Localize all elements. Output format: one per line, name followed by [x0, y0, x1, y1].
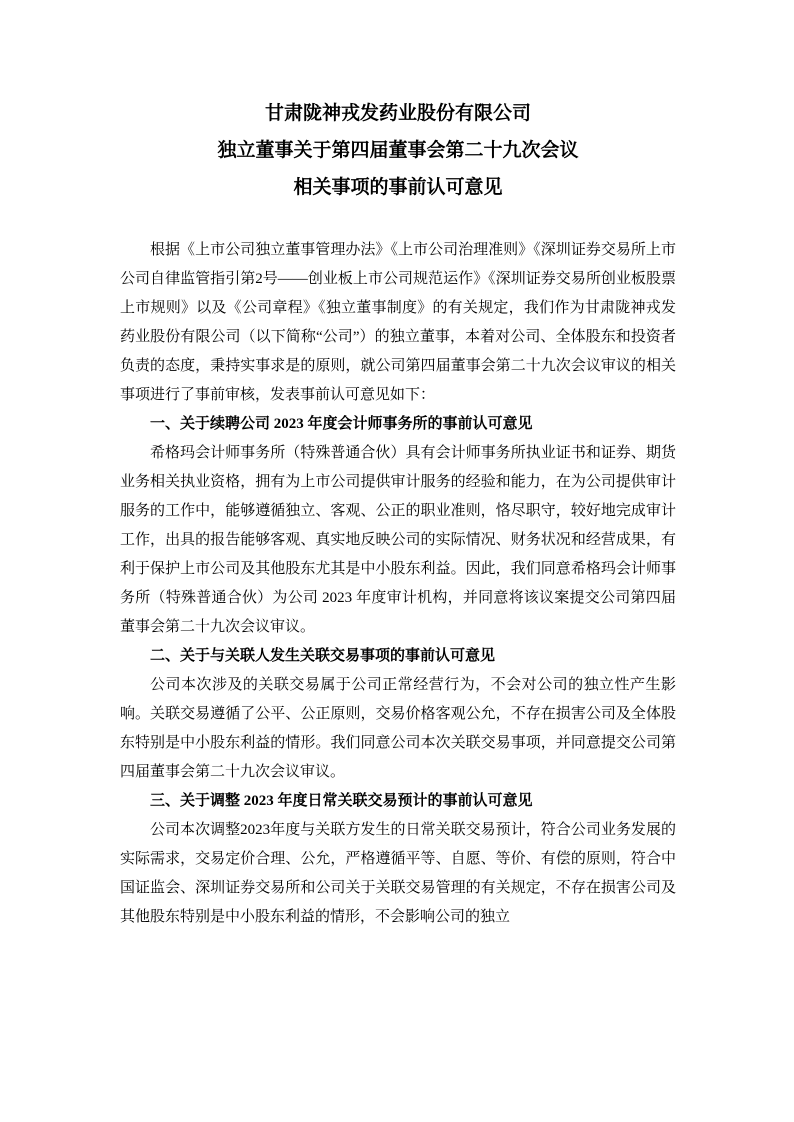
section-3-heading: 三、关于调整 2023 年度日常关联交易预计的事前认可意见 [150, 793, 533, 809]
section-2-paragraph: 公司本次涉及的关联交易属于公司正常经营行为，不会对公司的独立性产生影响。关联交易遵循了公平、公正原则，交易价格客观公允，不存在损害公司及全体股东特别是中小股东利益的情形。我们同意公司本次关联交易事项，并同意提交公司第四届董事会第二十九次会议审议。 [120, 677, 676, 780]
intro-paragraph: 根据《上市公司独立董事管理办法》《上市公司治理准则》《深圳证券交易所上市公司自律监管指引第2号——创业板上市公司规范运作》《深圳证券交易所创业板股票上市规则》以及《公司章程》《独立董事制度》的有关规定，我们作为甘肃陇神戎发药业股份有限公司（以下简称“公司”）的独立董事，本着对公司、全体股东和投资者负责的态度，秉持实事求是的原则，就公司第四届董事会第二十九次会议审议的相关事项进行了事前审核，发表事前认可意见如下： [120, 242, 676, 403]
section-1-paragraph: 希格玛会计师事务所（特殊普通合伙）具有会计师事务所执业证书和证券、期货业务相关执业资格，拥有为上市公司提供审计服务的经验和能力，在为公司提供审计服务的工作中，能够遵循独立、客观、公正的职业准则，恪尽职守，较好地完成审计工作，出具的报告能够客观、真实地反映公司的实际情况、财务状况和经营成果，有利于保护上市公司及其他股东尤其是中小股东利益。因此，我们同意希格玛会计师事务所（特殊普通合伙）为公司 2023 年度审计机构，并同意将该议案提交公司第四届董事会第二十九次会议审议。 [120, 445, 676, 635]
section-1-heading: 一、关于续聘公司 2023 年度会计师事务所的事前认可意见 [150, 416, 533, 432]
document-title [120, 95, 676, 206]
title-line-company: 甘肃陇神戎发药业股份有限公司 [264, 103, 531, 124]
section-2-heading: 二、关于与关联人发生关联交易事项的事前认可意见 [150, 648, 496, 664]
title-line-opinion: 相关事项的事前认可意见 [293, 177, 503, 198]
section-3-paragraph: 公司本次调整2023年度与关联方发生的日常关联交易预计，符合公司业务发展的实际需求，交易定价合理、公允，严格遵循平等、自愿、等价、有偿的原则，符合中国证监会、深圳证券交易所和公司关于关联交易管理的有关规定，不存在损害公司及其他股东特别是中小股东利益的情形，不会影响公司的独立 [120, 822, 676, 925]
title-line-subject: 独立董事关于第四届董事会第二十九次会议 [217, 140, 579, 161]
